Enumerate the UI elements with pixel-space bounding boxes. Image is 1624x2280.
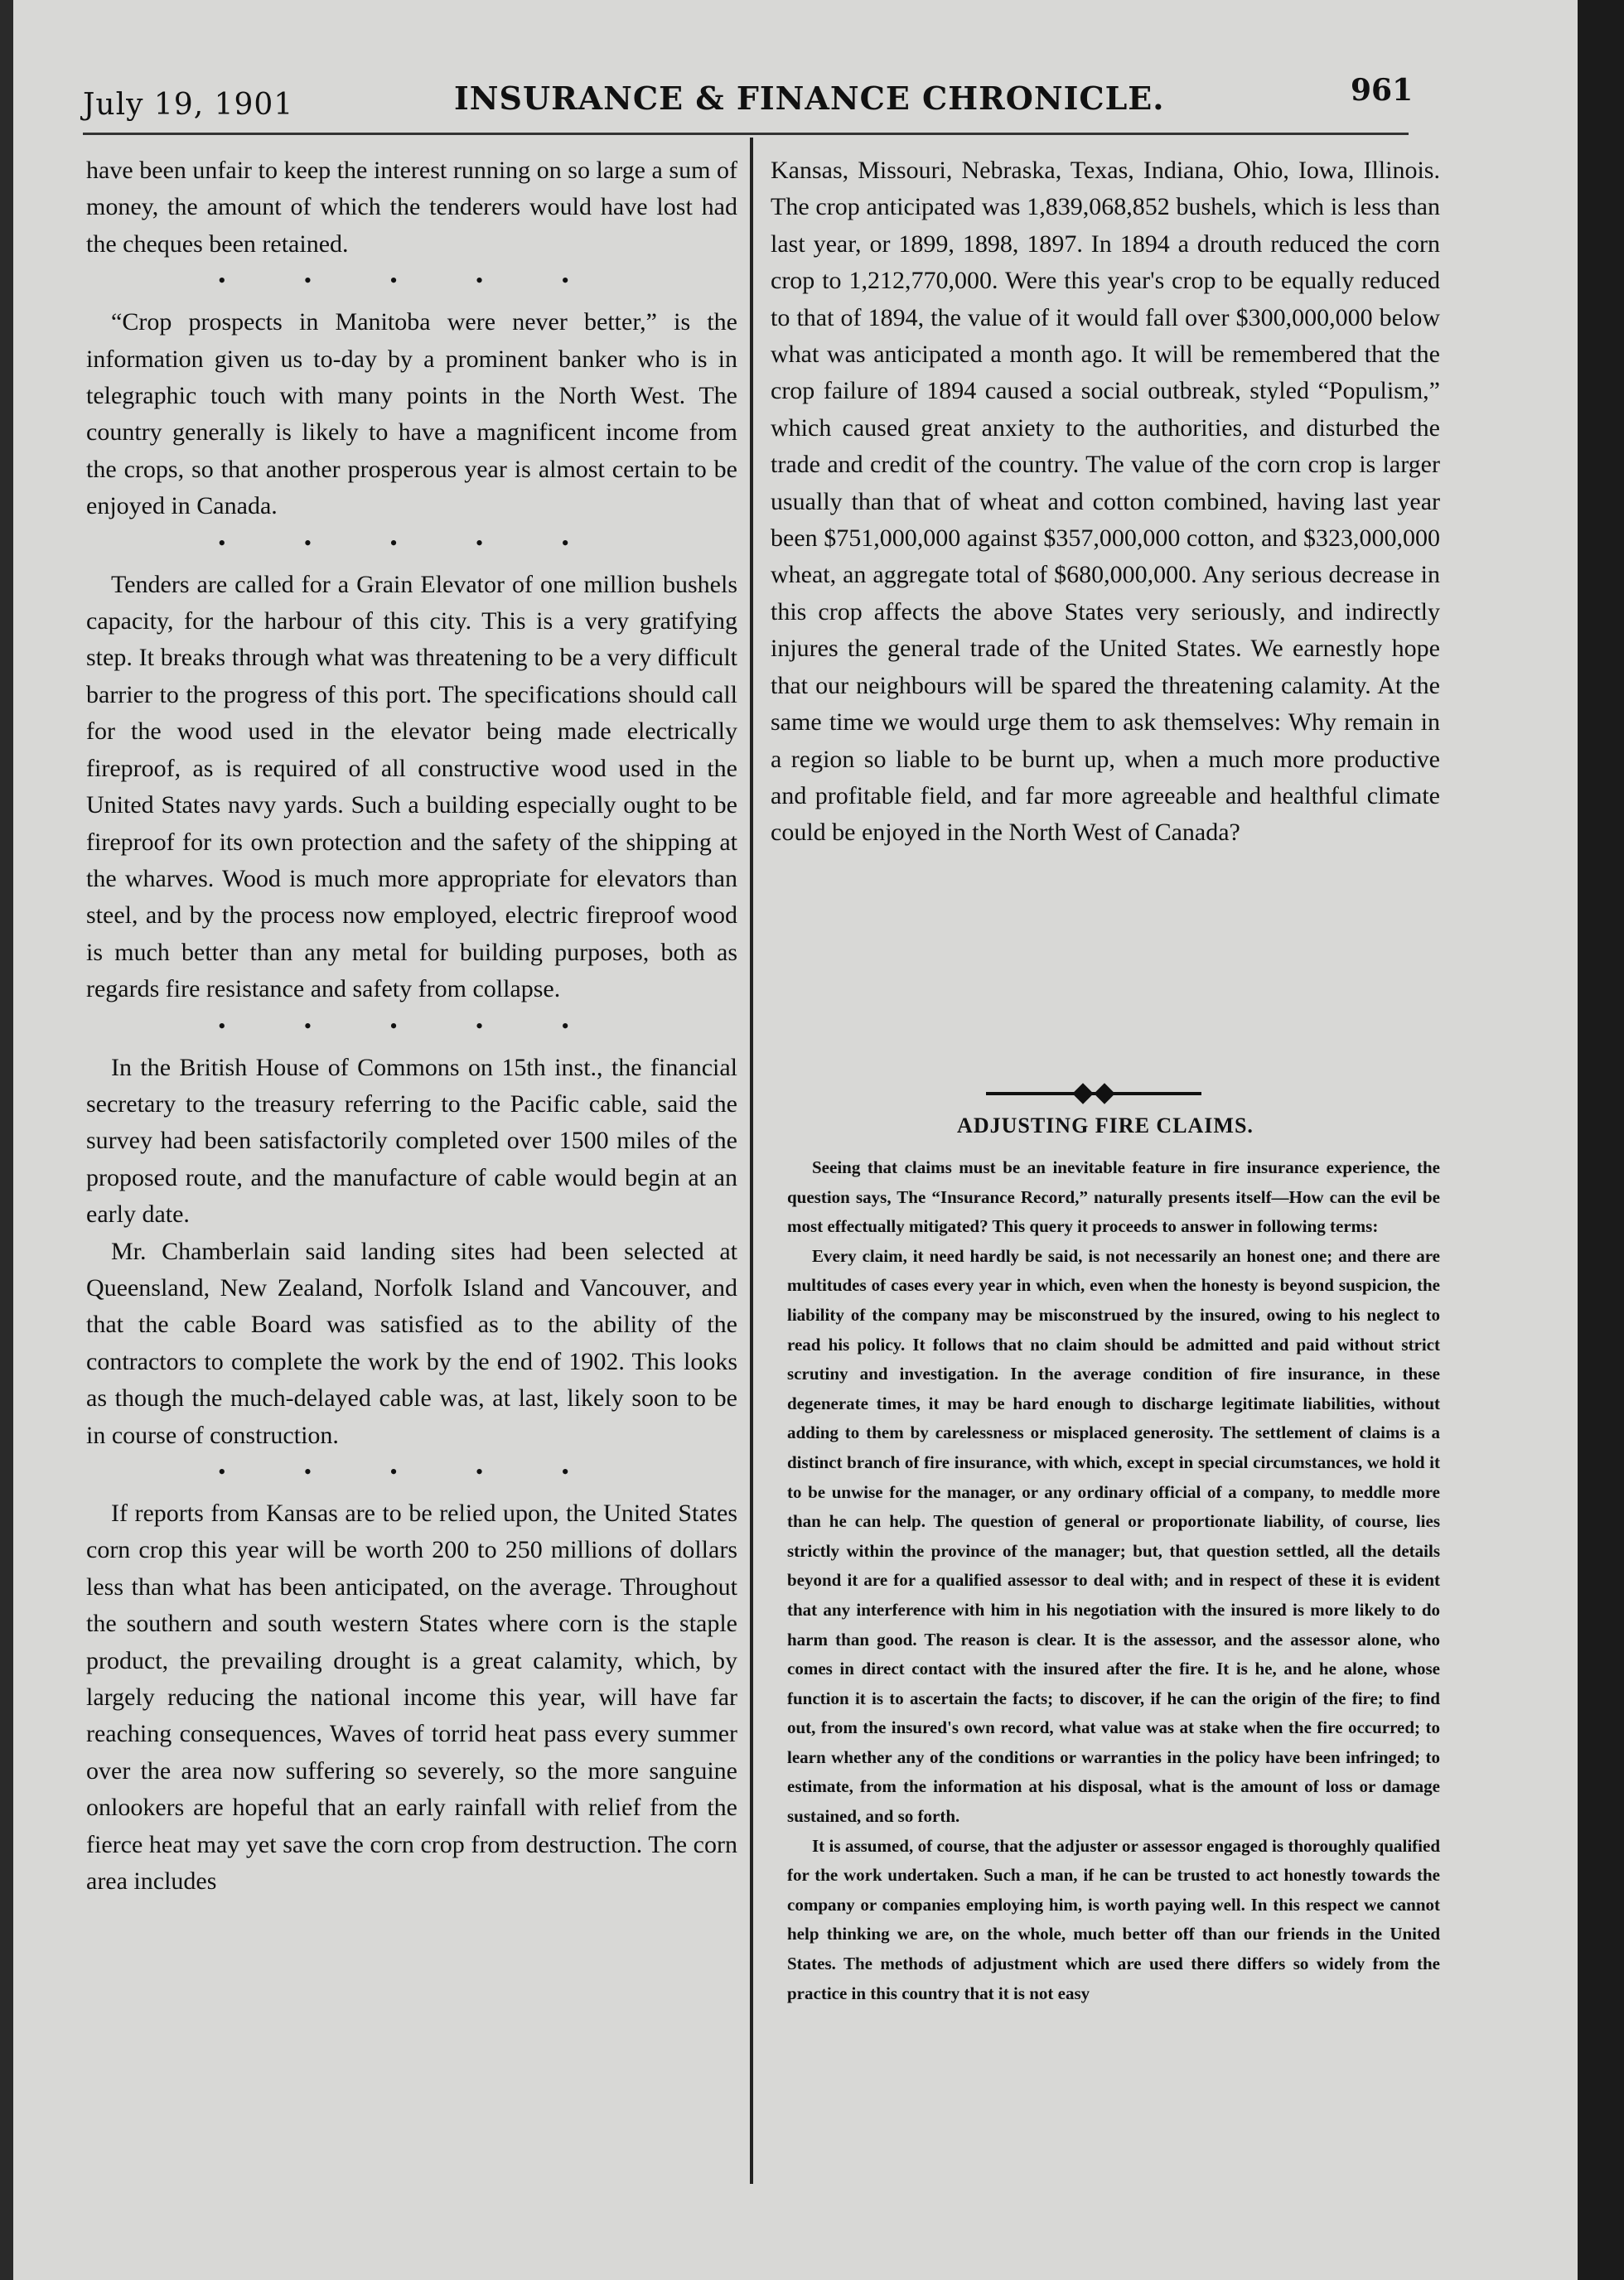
paragraph-corn-states: Kansas, Missouri, Nebraska, Texas, Indiana, Ohio, Iowa, Illinois. The crop anticipated was 1,839,068,852 bushels, which is less than last year, or 1899, 1898, 1897. In 1894 a drouth reduced the corn crop to 1,212,770,000. Were this year's crop to be equally reduced to that of 1894, the value of it would fall over $300,000,000 below what was anticipated a month ago. It will be remembered that the crop failure of 1894 caused a social outbreak, styled “Populism,” which caused great anxiety to the authorities, and disturbed the trade and credit of the country. The value of the corn crop is larger usually than that of wheat and cotton combined, having last year been $751,000,000 against $357,000,000 cotton, and $323,000,000 wheat, an aggregate total of $680,000,000. Any serious decrease in this crop affects the above States very seriously, and indirectly injures the general trade of the United States. We earnestly hope that our neighbours will be spared the threatening calamity. At the same time we would urge them to ask themselves: Why remain in a region so liable to be burnt up, when a much more productive and profitable field, and far more agreeable and healthful climate could be enjoyed in the North West of Canada? [771, 157, 1440, 847]
left-column [86, 152, 737, 1900]
header-rule [83, 133, 1409, 135]
star-separator: • • • • • [218, 1013, 606, 1038]
paragraph-chamberlain: Mr. Chamberlain said landing sites had been selected at Queensland, New Zealand, Norfolk Island and Vancouver, and that the cable Board was satisfied as to the ability of the contractors to complete the work by the end of 1902. This looks as though the much-delayed cable was, at last, likely soon to be in course of construction. [86, 1237, 737, 1449]
page-header [83, 73, 1414, 123]
star-separator: • • • • • [218, 530, 606, 555]
paragraph-manitoba-crops: “Crop prospects in Manitoba were never better,” is the information given us to-day by a prominent banker who is in telegraphic touch with many points in the North West. The country generally is likely to have a magnificent income from the crops, so that another prosperous year is almost certain to be enjoyed in Canada. [86, 308, 737, 520]
page-right-edge [1578, 0, 1624, 2280]
paragraph-kansas-corn: If reports from Kansas are to be relied upon, the United States corn crop this year will be worth 200 to 250 millions of dollars less than what has been anticipated, on the average. Throughout the southern and south western States where corn is the staple product, the prevailing drought is a great calamity, which, by largely reducing the national income this year, will have far reaching consequences, Waves of torrid heat pass every summer over the area now suffering so severely, so the more sanguine onlookers are hopeful that an early rainfall with relief from the fierce heat may yet save the corn crop from destruction. The corn area includes [86, 1500, 737, 1896]
star-separator: • • • • • [218, 268, 606, 293]
right-column [771, 152, 1440, 852]
article-body [787, 1153, 1440, 2008]
page-left-edge [0, 0, 13, 2280]
column-divider [750, 138, 753, 2184]
page-number: 961 [1351, 73, 1414, 108]
ornamental-rule [986, 1085, 1201, 1102]
publication-title: INSURANCE & FINANCE CHRONICLE. [454, 80, 1165, 117]
paragraph-pacific-cable: In the British House of Commons on 15th inst., the financial secretary to the treasury referring to the Pacific cable, said the survey had been satisfactorily completed over 1500 miles of the proposed route, and the manufacture of cable would begin at an early date. [86, 1053, 737, 1229]
article-heading: ADJUSTING FIRE CLAIMS. [957, 1113, 1254, 1138]
issue-date: July 19, 1901 [83, 88, 294, 122]
paragraph-grain-elevator: Tenders are called for a Grain Elevator of one million bushels capacity, for the harbour of this city. This is a very gratifying step. It breaks through what was threatening to be a very difficult barrier to the progress of this port. The specifications should call for the wood used in the elevator being made electrically fireproof, as is required of all constructive wood used in the United States navy yards. Such a building especially ought to be fireproof for its own protection and the safety of the shipping at the wharves. Wood is much more appropriate for elevators than steel, and by the process now employed, electric fireproof wood is much better than any metal for building purposes, both as regards fire resistance and safety from collapse. [86, 570, 737, 1003]
article-paragraph-1: Seeing that claims must be an inevitable feature in fire insurance experience, the question says, The “Insurance Record,” naturally presents itself—How can the evil be most effectually mitigated? This query it proceeds to answer in following terms: [787, 1157, 1440, 1237]
article-paragraph-3: It is assumed, of course, that the adjuster or assessor engaged is thoroughly qualified for the work undertaken. Such a man, if he can be trusted to act honestly towards the company or companies employing him, is worth paying well. In this respect we cannot help thinking we are, on the whole, much better off than our friends in the United States. The methods of adjustment which are used there differs so widely from the practice in this country that it is not easy [787, 1835, 1440, 2003]
article-paragraph-2: Every claim, it need hardly be said, is not necessarily an honest one; and there are multitudes of cases every year in which, even when the honesty is beyond suspicion, the liability of the company may be misconstrued by the insured, owing to his neglect to read his policy. It follows that no claim should be admitted and paid without strict scrutiny and investigation. In the average condition of fire insurance, in these degenerate times, it may be hard enough to discharge legitimate liabilities, without adding to them by carelessness or misplaced generosity. The settlement of claims is a distinct branch of fire insurance, with which, except in special circumstances, we hold it to be unwise for the manager, or any ordinary official of a company, to meddle more than he can help. The question of general or proportionate liability, of course, lies strictly within the province of the manager; but, that question settled, all the details beyond it are for a qualified assessor to deal with; and in respect of these it is evident that any interference with him in his negotiation with the insured is more likely to do harm than good. The reason is clear. It is the assessor, and the assessor alone, who comes in direct contact with the insured after the fire. It is he, and he alone, whose function it is to ascertain the facts; to discover, if he can the origin of the fire; to find out, from the insured's own record, what value was at stake when the fire occurred; to learn whether any of the conditions or warranties in the policy have been infringed; to estimate, from the information at his disposal, what is the amount of loss or damage sustained, and so forth. [787, 1245, 1440, 1827]
star-separator: • • • • • [218, 1460, 606, 1484]
paragraph-tender-cheques: have been unfair to keep the interest running on so large a sum of money, the amount of which the tenderers would have lost had the cheques been retained. [86, 157, 737, 258]
